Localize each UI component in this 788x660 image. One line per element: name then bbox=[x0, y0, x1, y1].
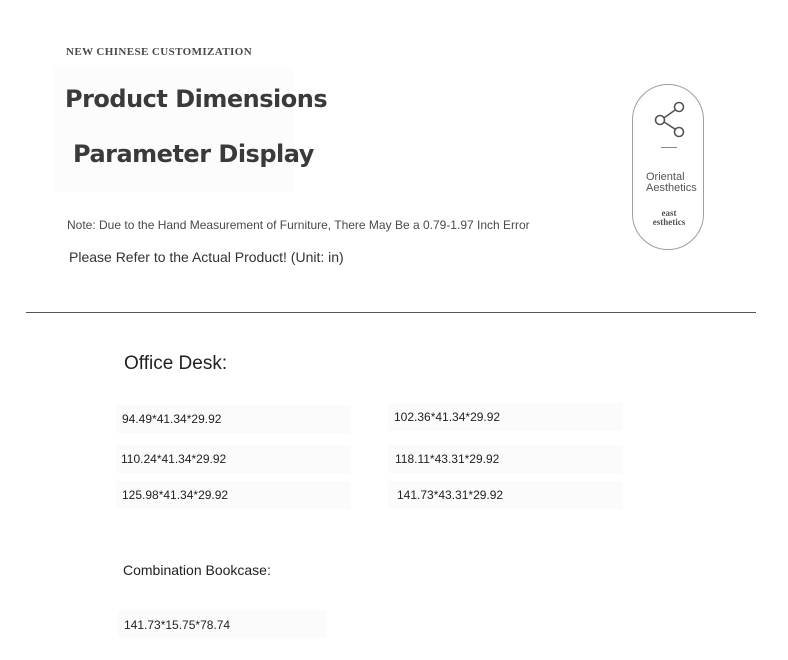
badge-line2: Aesthetics bbox=[646, 182, 697, 194]
desk-size-4: 118.11*43.31*29.92 bbox=[395, 452, 500, 466]
measurement-note: Note: Due to the Hand Measurement of Furniture, There May Be a 0.79-1.97 Inch Error bbox=[67, 218, 530, 232]
bookcase-title: Combination Bookcase: bbox=[123, 562, 271, 578]
badge-small2: esthetics bbox=[652, 217, 686, 227]
share-icon[interactable] bbox=[652, 101, 688, 139]
badge-small-text bbox=[644, 209, 694, 227]
badge-divider bbox=[661, 147, 677, 148]
eyebrow-label: NEW CHINESE CUSTOMIZATION bbox=[66, 46, 253, 58]
unit-note: Please Refer to the Actual Product! (Unit: in) bbox=[69, 249, 344, 265]
desk-size-6: 141.73*43.31*29.92 bbox=[397, 488, 504, 502]
desk-size-2: 102.36*41.34*29.92 bbox=[394, 410, 501, 424]
desk-size-1: 94.49*41.34*29.92 bbox=[122, 412, 222, 426]
badge-text bbox=[646, 172, 708, 194]
office-desk-title: Office Desk: bbox=[124, 353, 228, 374]
desk-size-5: 125.98*41.34*29.92 bbox=[122, 488, 229, 502]
page-title-line1: Product Dimensions bbox=[65, 85, 328, 113]
badge-small1: east bbox=[661, 208, 677, 218]
bookcase-size-1: 141.73*15.75*78.74 bbox=[124, 618, 231, 632]
section-divider bbox=[26, 312, 756, 313]
desk-size-3: 110.24*41.34*29.92 bbox=[121, 452, 227, 466]
page-title-line2: Parameter Display bbox=[73, 140, 314, 168]
badge-line1: Oriental bbox=[646, 171, 685, 183]
